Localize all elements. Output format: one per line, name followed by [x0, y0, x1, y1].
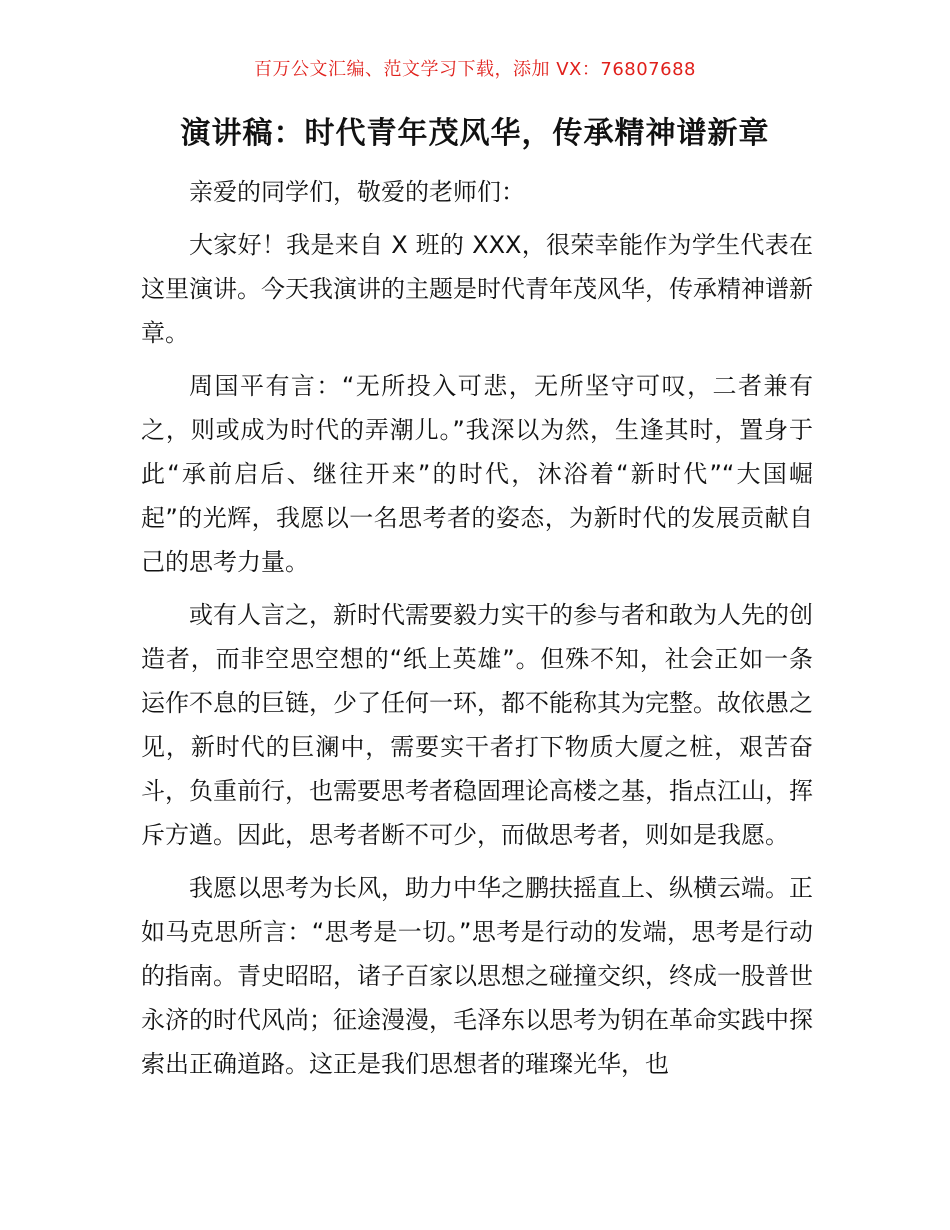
- paragraph-thinking: 我愿以思考为长风，助力中华之鹏扶摇直上、纵横云端。正如马克思所言：“思考是一切。”思考是行动的发端，思考是行动的指南。青史昭昭，诸子百家以思想之碰撞交织，终成一股普世永济的时代风尚；征途漫漫，毛泽东以思考为钥在革命实践中探索出正确道路。这正是我们思想者的璀璨光华，也: [141, 874, 813, 1078]
- paragraph-greeting: 大家好！我是来自 X 班的 XXX，很荣幸能作为学生代表在这里演讲。今天我演讲的主题是时代青年茂风华，传承精神谱新章。: [141, 231, 813, 347]
- paragraph-quote-zhou: 周国平有言：“无所投入可悲，无所坚守可叹，二者兼有之，则或成为时代的弄潮儿。”我深以为然，生逢其时，置身于此“承前启后、继往开来”的时代，沐浴着“新时代”“大国崛起”的光辉，我愿以一名思考者的姿态，为新时代的发展贡献自己的思考力量。: [141, 372, 813, 576]
- paragraph-argument: 或有人言之，新时代需要毅力实干的参与者和敢为人先的创造者，而非空思空想的“纸上英雄”。但殊不知，社会正如一条运作不息的巨链，少了任何一环，都不能称其为完整。故依愚之见，新时代的巨澜中，需要实干者打下物质大厦之桩，艰苦奋斗，负重前行，也需要思考者稳固理论高楼之基，指点江山，挥斥方遒。因此，思考者断不可少，而做思考者，则如是我愿。: [141, 601, 813, 849]
- page-title: 演讲稿：时代青年茂风华，传承精神谱新章: [180, 116, 770, 151]
- header-notice: 百万公文汇编、范文学习下载，添加 VX：76807688: [254, 59, 696, 80]
- document-body: [141, 170, 813, 1095]
- salutation: 亲爱的同学们，敬爱的老师们：: [189, 178, 525, 206]
